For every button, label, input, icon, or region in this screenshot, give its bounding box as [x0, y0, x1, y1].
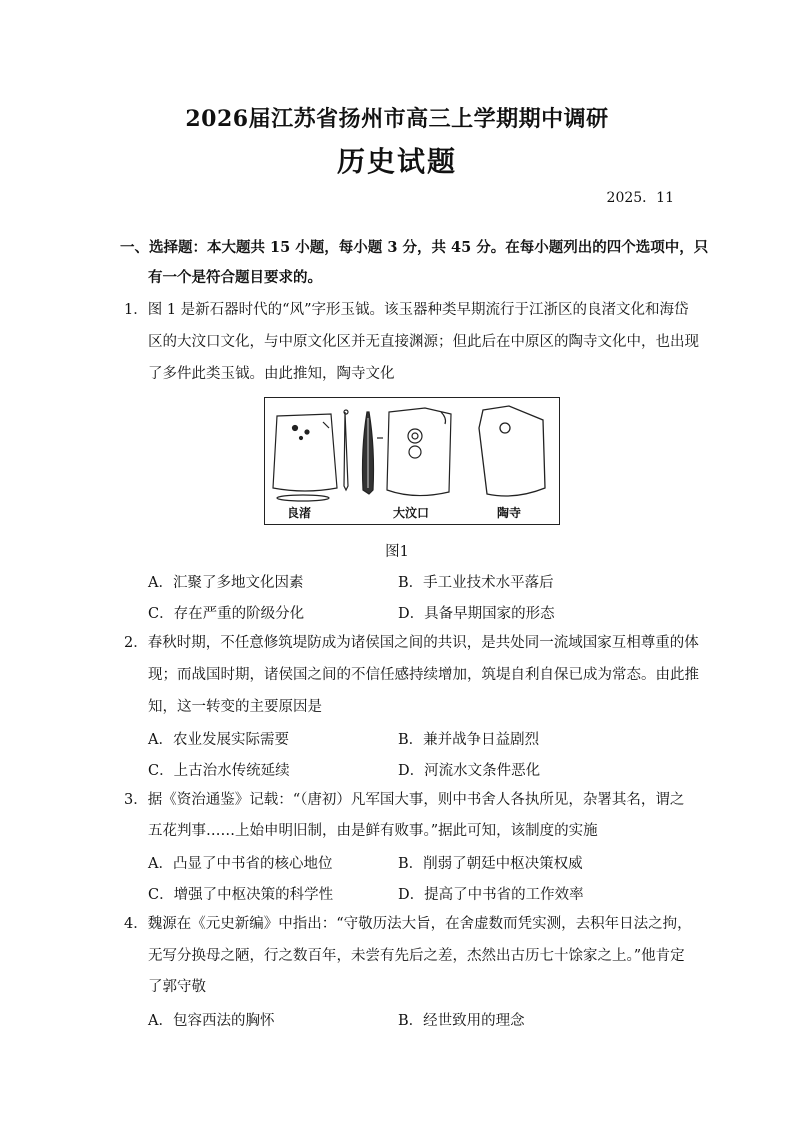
q3-option-c[interactable]: C．增强了中枢决策的科学性	[148, 887, 334, 903]
q1-option-b[interactable]: B．手工业技术水平落后	[398, 575, 554, 591]
q1-option-c[interactable]: C．存在严重的阶级分化	[148, 606, 305, 622]
q3-stem-line2: 五花判事……上始申明旧制，由是鲜有败事。”据此可知，该制度的实施	[148, 823, 598, 839]
q4-stem-line3: 了郭守敬	[148, 979, 206, 995]
section-instruction-line1: 一、选择题：本大题共 15 小题，每小题 3 分，共 45 分。在每小题列出的四个选项中，只	[120, 239, 709, 256]
q1-option-d[interactable]: D．具备早期国家的形态	[398, 606, 555, 622]
jade-axe-figure	[264, 397, 560, 525]
q1-option-a[interactable]: A．汇聚了多地文化因素	[148, 575, 304, 591]
q2-stem-line2: 现；而战国时期，诸侯国之间的不信任感持续增加，筑堤自利自保已成为常态。由此推	[148, 667, 699, 683]
q4-option-a[interactable]: A．包容西法的胸怀	[148, 1013, 275, 1029]
q2-option-b[interactable]: B．兼并战争日益剧烈	[398, 732, 540, 748]
q4-option-b[interactable]: B．经世致用的理念	[398, 1013, 525, 1029]
q1-stem-line1: 1．图 1 是新石器时代的“风”字形玉钺。该玉器种类早期流行于江浙区的良渚文化和海岱	[124, 302, 689, 318]
q1-stem-line3: 了多件此类玉钺。由此推知，陶寺文化	[148, 366, 395, 382]
figure-label-dawenkou: 大汶口	[393, 506, 430, 520]
figure-caption: 图1	[385, 544, 409, 560]
exam-title: 2026届江苏省扬州市高三上学期期中调研	[185, 106, 609, 132]
q4-stem-line2: 无写分换母之陋，行之数百年，未尝有先后之差，杰然出古历七十馀家之上。”他肯定	[148, 948, 685, 964]
q2-option-c[interactable]: C．上古治水传统延续	[148, 763, 290, 779]
q3-option-b[interactable]: B．削弱了朝廷中枢决策权威	[398, 856, 583, 872]
figure-label-liangzhu: 良渚	[287, 506, 312, 520]
subject-title: 历史试题	[336, 145, 457, 178]
dawenkou-axe-drawing	[363, 408, 452, 496]
q3-option-d[interactable]: D．提高了中书省的工作效率	[398, 887, 584, 903]
q3-option-a[interactable]: A．凸显了中书省的核心地位	[148, 856, 333, 872]
q3-stem-line1: 3．据《资治通鉴》记载：“（唐初）凡军国大事，则中书舍人各执所见，杂署其名，谓之	[124, 792, 685, 808]
taosi-axe-drawing	[479, 406, 545, 496]
exam-date: 2025．11	[606, 190, 674, 206]
q1-stem-line2: 区的大汶口文化，与中原文化区并无直接渊源；但此后在中原区的陶寺文化中，也出现	[148, 334, 699, 350]
section-instruction-line2: 有一个是符合题目要求的。	[148, 269, 322, 286]
q4-stem-line1: 4．魏源在《元史新编》中指出：“守敬历法大旨，在舍虚数而凭实测，去积年日法之拘，	[124, 916, 692, 932]
q2-stem-line3: 知，这一转变的主要原因是	[148, 699, 322, 715]
q2-option-d[interactable]: D．河流水文条件恶化	[398, 763, 541, 779]
q2-stem-line1: 2．春秋时期，不任意修筑堤防成为诸侯国之间的共识，是共处同一流域国家互相尊重的体	[124, 635, 699, 651]
q2-option-a[interactable]: A．农业发展实际需要	[148, 732, 289, 748]
figure-label-taosi: 陶寺	[497, 506, 522, 520]
liangzhu-axe-drawing	[273, 410, 348, 501]
